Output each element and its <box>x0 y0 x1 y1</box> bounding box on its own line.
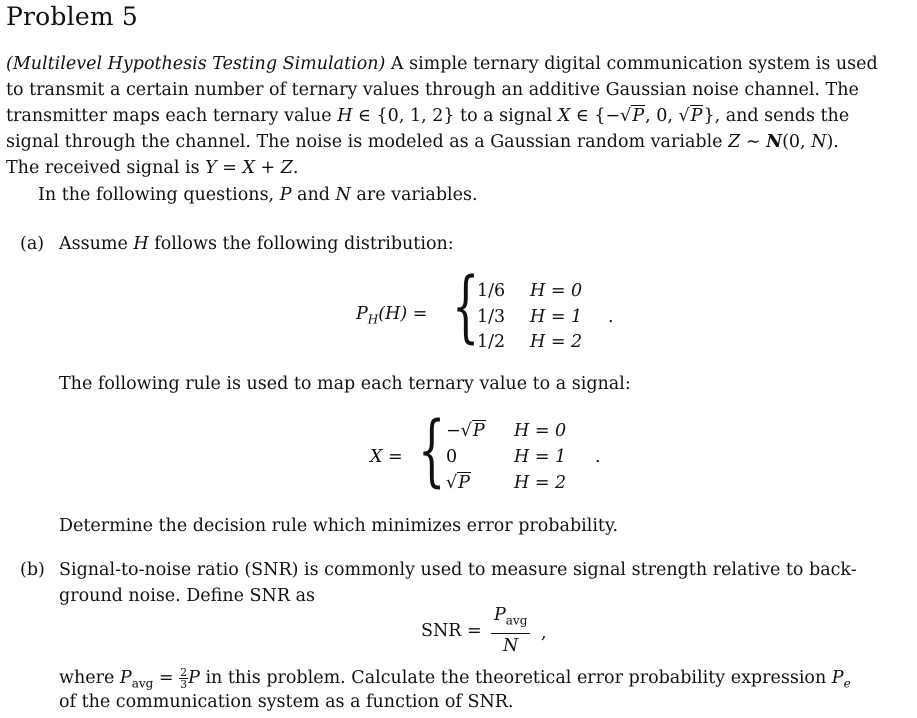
intro-line-4: signal through the channel. The noise is modeled as a Gaussian random variable Z ∼ N(0, N). <box>6 132 839 152</box>
map-rule-text: The following rule is used to map each ternary value to a signal: <box>59 374 631 394</box>
ph-lhs: $P_H(H)$ = <box>356 304 428 327</box>
ph-period: . <box>608 307 614 327</box>
ph-case-value: 1/2 <box>477 332 506 352</box>
part-a-intro: Assume H follows the following distribution: <box>59 234 454 254</box>
x-case-cond: H = 1 <box>514 447 567 467</box>
intro-line-2: to transmit a certain number of ternary values through an additive Gaussian noise channel. The <box>6 80 859 100</box>
intro-line-3: transmitter maps each ternary value H ∈ {0, 1, 2} to a signal X ∈ {−√P, 0, √P}, and sends the <box>6 104 911 130</box>
sqrt-p: √P <box>620 106 645 126</box>
two-thirds-fraction: $\frac{2}{3}$ <box>180 666 188 691</box>
ph-case-value: 1/3 <box>477 307 506 327</box>
x-case-cond: H = 2 <box>514 473 567 493</box>
x-case-value: 0 <box>446 447 458 467</box>
snr-lhs: SNR = <box>421 621 482 641</box>
x-lhs: X = <box>370 447 403 467</box>
part-a-question: Determine the decision rule which minimizes error probability. <box>59 516 619 536</box>
intro-line-5: The received signal is Y = X + Z. <box>6 158 299 178</box>
snr-fraction: $\frac{P_{avg}}{N}$ <box>491 603 530 658</box>
part-b-line-1: Signal-to-noise ratio (SNR) is commonly used to measure signal strength relative to back- <box>59 560 857 580</box>
intro-line-6: In the following questions, P and N are variables. <box>38 185 478 205</box>
snr-comma: , <box>541 623 547 643</box>
part-b-label: (b) <box>20 560 45 580</box>
intro-line-1 <box>6 52 911 78</box>
ph-case-value: 1/6 <box>477 281 506 301</box>
ph-case-cond: H = 2 <box>530 332 583 352</box>
ph-case-cond: H = 0 <box>530 281 583 301</box>
part-a-label: (a) <box>20 234 45 254</box>
sqrt-p: √P <box>678 106 703 126</box>
left-brace: { <box>452 262 480 352</box>
x-case-value: √P <box>446 473 470 493</box>
x-case-cond: H = 0 <box>514 421 567 441</box>
part-b-where-line: where $P_{avg}$ = $\frac{2}{3}$ P in this problem. Calculate the theoretical error probability expression $P_e$ <box>59 666 851 691</box>
x-period: . <box>595 447 601 467</box>
intro-heading: (Multilevel Hypothesis Testing Simulation) <box>6 54 386 74</box>
ph-case-cond: H = 1 <box>530 307 583 327</box>
problem-title: Problem 5 <box>6 2 138 31</box>
x-case-value: −√P <box>446 421 485 441</box>
part-b-line-2: ground noise. Define SNR as <box>59 586 315 606</box>
intro-line-1-text: A simple ternary digital communication system is used <box>385 54 878 74</box>
left-brace: { <box>418 406 446 496</box>
part-b-last-line: of the communication system as a function of SNR. <box>59 692 514 712</box>
